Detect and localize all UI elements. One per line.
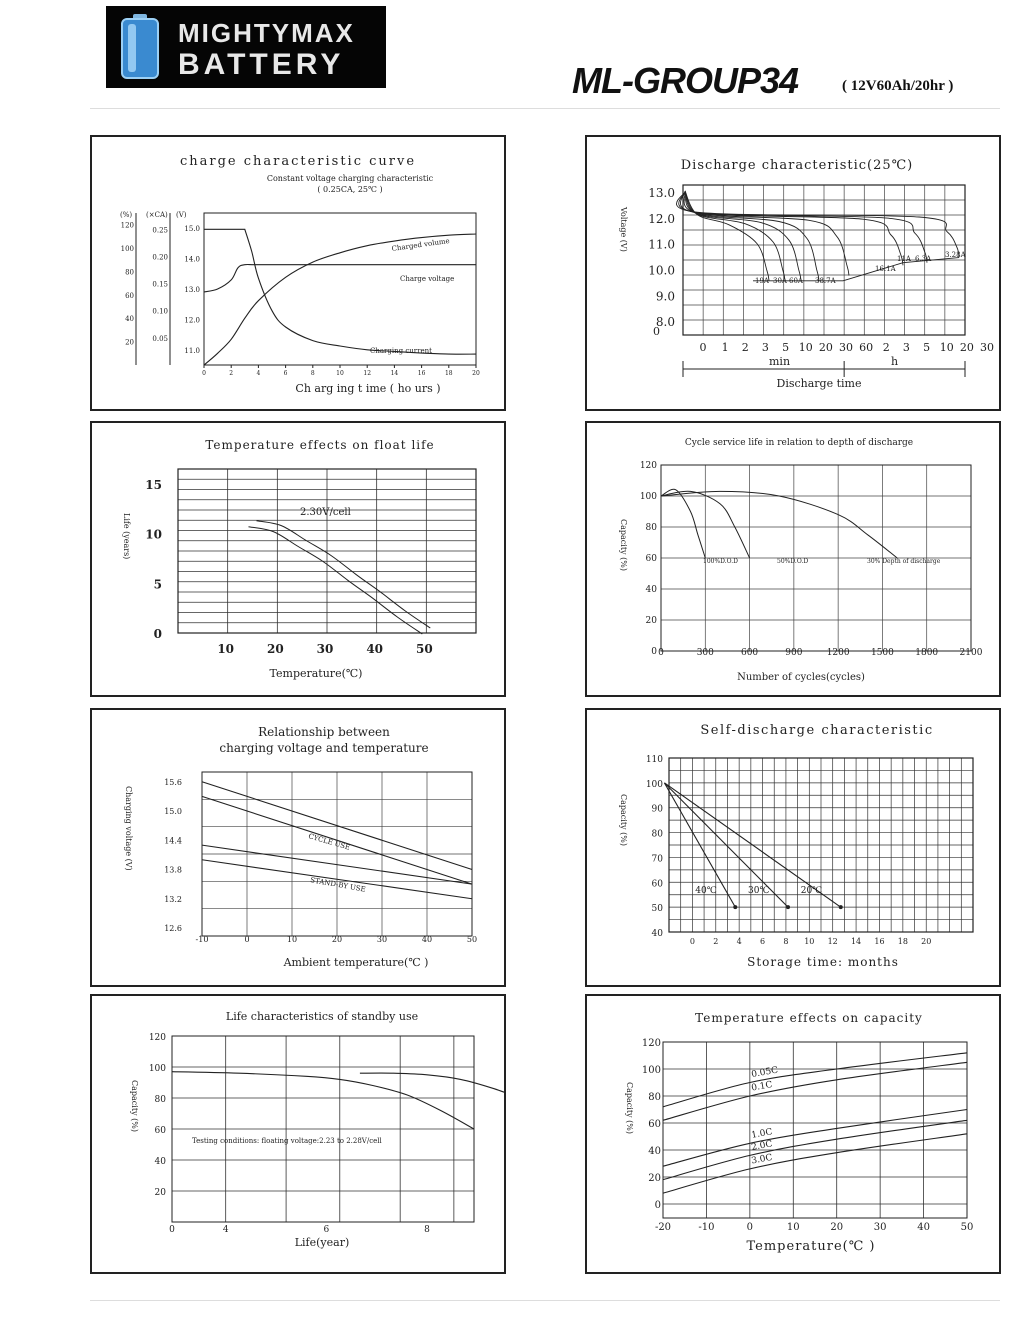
y-tick-label: 13.0 (648, 186, 675, 200)
series-label: 6.3A (915, 255, 932, 263)
x-tick-label: 1500 (870, 648, 894, 658)
discharge-characteristic-chart (587, 137, 999, 409)
cycle-curve (661, 491, 897, 558)
x-axis-label: Temperature(℃) (269, 667, 363, 680)
x-tick-label: 10 (786, 1222, 800, 1233)
chart-subtitle: Constant voltage charging characteristic (266, 174, 434, 183)
cycle-life-chart (587, 423, 999, 695)
model-spec: ( 12V60Ah/20hr ) (842, 78, 954, 94)
charge-characteristic-panel (90, 135, 506, 411)
y-tick-label: 100 (639, 492, 657, 502)
float-life-chart (92, 423, 504, 695)
x-axis-label: Ch arg ing t ime ( ho urs ) (295, 382, 441, 395)
end-point (786, 905, 790, 909)
x-tick-label: 0 (244, 935, 250, 944)
y-tick-label: 50 (651, 904, 663, 915)
x-tick-label: 10 (217, 642, 235, 656)
y-tick-label-v: 13.0 (184, 286, 200, 294)
y-axis-label: Capacity (%) (619, 794, 628, 846)
x-tick-label: 20 (921, 937, 932, 946)
y-tick-label: 0 (153, 627, 162, 641)
y-tick-label: 13.2 (164, 894, 182, 904)
series-label: 30A (773, 277, 787, 285)
brand-logo (106, 6, 386, 88)
standby-life-panel (90, 994, 506, 1274)
series-label: 2.30V/cell (300, 507, 351, 518)
x-tick-label: 1200 (826, 648, 850, 658)
chart-title: Temperature effects on float life (205, 438, 435, 452)
x-tick-label: 50 (960, 1222, 974, 1233)
x-tick-label: 30 (980, 341, 994, 354)
chart-title: Temperature effects on capacity (695, 1011, 923, 1025)
x-tick-label: 6 (759, 937, 766, 946)
discharge-curve (679, 191, 927, 263)
series-label: 30℃ (748, 886, 770, 897)
float-life-panel (90, 421, 506, 697)
x-tick-label: 0 (746, 1222, 754, 1233)
charge-characteristic-chart (92, 137, 504, 409)
y-tick-label-v: 15.0 (184, 225, 200, 234)
x-tick-label: 10 (798, 341, 813, 354)
y-tick-label: 0 (653, 325, 660, 338)
x-tick-label: 300 (696, 648, 714, 658)
x-tick-label: 0 (689, 937, 695, 946)
x-tick-label: 3 (902, 341, 910, 354)
series-label: 60A (789, 277, 803, 285)
temp-capacity-chart (587, 996, 999, 1272)
series-label: 1.0C (750, 1127, 774, 1141)
label-charging-current: Charging current (370, 347, 432, 355)
header-divider (90, 108, 1000, 109)
x-tick-label: 8 (783, 937, 789, 946)
x-axis-label: Ambient temperature(℃ ) (283, 956, 429, 969)
x-tick-label: 2 (713, 937, 719, 946)
life-band-lower (249, 527, 423, 634)
x-tick-label: 1 (721, 341, 729, 354)
y-tick-label: 40 (645, 585, 657, 595)
x-tick-label: 30 (839, 341, 853, 354)
y-tick-label: 15.6 (164, 777, 182, 787)
y-tick-label: 8.0 (655, 315, 675, 330)
cycle-curve (661, 489, 705, 558)
discharge-curve (685, 191, 785, 281)
chart-subtitle-2: ( 0.25CA, 25℃ ) (317, 185, 383, 194)
x-tick-label: 16 (874, 937, 885, 946)
x-tick-label: -10 (698, 1222, 715, 1233)
y-tick-label-pct: 120 (120, 221, 134, 230)
x-tick-label: 2 (882, 341, 890, 354)
label-standby-use: STAND-BY USE (309, 876, 367, 894)
capacity-curve (663, 1062, 967, 1120)
y-tick-label: 60 (651, 879, 663, 890)
x-tick-label: 6 (323, 1225, 330, 1235)
x-tick-label: 40 (421, 935, 433, 944)
y-tick-label: 100 (641, 1065, 661, 1076)
x-tick-label: 18 (444, 370, 453, 377)
y-tick-label: 80 (648, 1092, 661, 1103)
y-tick-label-ca: 0.10 (152, 307, 168, 316)
charging-voltage-chart (92, 710, 504, 985)
x-tick-label: 60 (859, 341, 874, 354)
series-label: 0.1C (750, 1080, 774, 1094)
y-tick-label: 40 (648, 1146, 661, 1157)
self-discharge-panel (585, 708, 1001, 987)
x-tick-label: 0 (169, 1225, 175, 1235)
y-tick-label-pct: 80 (125, 268, 134, 277)
y-tick-label: 80 (651, 829, 663, 840)
y-tick-label: 0 (654, 1200, 661, 1211)
y-tick-label-ca: 0.20 (152, 253, 168, 262)
y-tick-label: 120 (641, 1038, 661, 1049)
y-tick-label: 90 (651, 804, 663, 815)
model-title: ML-GROUP34 (572, 60, 799, 101)
x-tick-label: 2 (741, 341, 749, 354)
y-tick-label-pct: 60 (125, 291, 134, 300)
x-tick-label: 12 (363, 370, 372, 377)
chart-title: Life characteristics of standby use (225, 1010, 419, 1023)
x-tick-label: 50 (415, 642, 433, 656)
y-tick-label: 60 (154, 1126, 166, 1136)
x-tick-label: 30 (873, 1222, 887, 1233)
charging-current-line (204, 229, 476, 354)
y-tick-label: 110 (645, 755, 663, 765)
y-tick-label: 80 (645, 523, 657, 533)
x-tick-label: 6 (283, 370, 288, 377)
y-tick-label: 15.0 (164, 807, 182, 816)
cycle-life-panel (585, 421, 1001, 697)
x-tick-label: 2100 (959, 648, 983, 658)
capacity-curve (663, 1110, 967, 1167)
h-label: h (891, 355, 899, 368)
x-tick-label: 40 (366, 642, 384, 656)
unit-v: (V) (176, 211, 187, 219)
label-charged-volume: Charged volume (391, 236, 451, 253)
x-tick-label: 30 (376, 935, 388, 944)
x-tick-label: 4 (736, 937, 742, 946)
y-tick-label: 20 (648, 1173, 661, 1184)
end-point (839, 905, 843, 909)
x-axis-label: Storage time: months (747, 955, 899, 969)
x-tick-label: 14 (390, 370, 399, 377)
y-tick-label: 12.6 (164, 924, 182, 933)
y-axis-label: Life (years) (122, 513, 131, 560)
x-tick-label: 10 (939, 341, 954, 354)
x-tick-label: 10 (286, 935, 298, 944)
x-tick-label: 900 (785, 648, 803, 658)
series-label: 0.05C (750, 1065, 779, 1081)
series-label: 30% Depth of discharge (867, 558, 941, 565)
x-tick-label: 50 (466, 935, 478, 944)
x-tick-label: 10 (804, 937, 815, 946)
y-tick-label-v: 14.0 (184, 255, 200, 264)
series-label: 50%D.O.D (777, 558, 809, 565)
x-axis-label: Number of cycles(cycles) (737, 672, 865, 683)
y-tick-label: 60 (645, 554, 657, 564)
y-tick-label: 10 (145, 527, 162, 542)
y-tick-label-pct: 100 (120, 245, 134, 254)
x-tick-label: 8 (424, 1225, 430, 1235)
series-label: 100%D.O.D (703, 558, 738, 565)
temp-capacity-panel (585, 994, 1001, 1274)
y-tick-label: 10.0 (648, 263, 675, 278)
x-tick-label: 1800 (915, 648, 939, 658)
chart-title: Discharge characteristic(25℃) (680, 158, 914, 173)
capacity-curve (663, 1053, 967, 1107)
battery-icon (120, 14, 160, 80)
x-tick-label: 4 (256, 370, 261, 377)
y-tick-label: 40 (651, 929, 663, 939)
series-label: 3.28A (945, 251, 966, 259)
chart-title: Cycle service life in relation to depth of discharge (684, 438, 914, 448)
series-label: 38.7A (815, 277, 836, 285)
y-tick-label: 13.8 (164, 865, 182, 875)
x-tick-label: 5 (782, 341, 790, 354)
y-tick-label: 120 (148, 1033, 166, 1043)
x-tick-label: 14 (850, 937, 862, 946)
y-axis-label: Capacity (%) (130, 1080, 139, 1132)
series-label: 16.1A (875, 265, 896, 273)
y-tick-label: 70 (651, 854, 663, 865)
chart-title-1: Relationship between (258, 725, 390, 739)
y-tick-label: 20 (645, 616, 657, 626)
chart-title: charge characteristic curve (179, 154, 417, 169)
x-tick-label: 3 (761, 341, 769, 354)
y-tick-label: 15 (145, 477, 162, 492)
x-tick-label: 18 (897, 937, 908, 946)
x-tick-label: 600 (740, 648, 759, 658)
label-cycle-use: CYCLE USE (307, 832, 351, 852)
x-tick-label: -10 (195, 935, 209, 944)
label-charge-voltage: Charge voltage (400, 275, 455, 283)
x-tick-label: 0 (202, 370, 206, 377)
y-tick-label-v: 12.0 (184, 316, 200, 325)
x-tick-label: 0 (658, 648, 664, 658)
x-axis-label: Discharge time (776, 377, 862, 390)
standby-curve (172, 1072, 474, 1129)
discharge-curve (680, 191, 903, 265)
footer-divider (90, 1300, 1000, 1301)
end-point (733, 905, 737, 909)
y-tick-label-pct: 20 (125, 338, 134, 347)
y-tick-label-pct: 40 (125, 315, 134, 324)
y-tick-label: 5 (153, 577, 162, 592)
series-label: 40℃ (695, 886, 717, 897)
y-tick-label: 120 (639, 461, 657, 471)
series-label: 3.0C (750, 1152, 774, 1167)
discharge-curve (685, 191, 819, 281)
y-tick-label: 100 (148, 1064, 166, 1074)
x-tick-label: 12 (827, 937, 838, 946)
discharge-characteristic-panel (585, 135, 1001, 411)
y-tick-label: 60 (648, 1119, 661, 1130)
discharge-curve (676, 191, 959, 258)
y-tick-label-ca: 0.25 (152, 226, 168, 235)
logo-text-line1: MIGHTYMAX (178, 18, 355, 48)
x-tick-label: 20 (331, 935, 343, 944)
x-axis-label: Life(year) (294, 1236, 350, 1249)
y-tick-label: 11.0 (648, 237, 675, 252)
y-axis-label: Capacity (%) (619, 519, 628, 571)
y-tick-label-ca: 0.05 (152, 334, 168, 343)
y-tick-label: 0 (651, 647, 657, 657)
x-tick-label: 8 (310, 370, 315, 377)
x-tick-label: 20 (818, 341, 833, 354)
charged-volume-line (204, 234, 476, 365)
y-axis-label: Capacity (%) (625, 1082, 634, 1134)
y-tick-label: 80 (154, 1095, 166, 1105)
min-label: min (769, 355, 791, 368)
x-tick-label: 20 (959, 341, 974, 354)
x-tick-label: 20 (266, 642, 284, 656)
y-tick-label: 100 (645, 779, 663, 790)
x-tick-label: 20 (472, 370, 480, 377)
x-tick-label: 5 (923, 341, 931, 354)
series-label: 11A (897, 255, 911, 263)
y-tick-label: 20 (154, 1188, 166, 1198)
x-tick-label: 4 (222, 1225, 229, 1235)
y-tick-label-ca: 0.15 (152, 280, 168, 289)
test-conditions-note: Testing conditions: floating voltage:2.23 to 2.28V/cell (192, 1137, 382, 1145)
y-tick-label-v: 11.0 (184, 346, 200, 355)
x-tick-label: 30 (316, 642, 334, 656)
y-axis-label: Charging voltage (V) (124, 786, 133, 871)
charging-voltage-panel (90, 708, 506, 987)
chart-title: Self-discharge characteristic (700, 723, 934, 738)
unit-ca: (×CA) (146, 211, 168, 219)
y-tick-label: 12.0 (648, 211, 675, 226)
y-tick-label: 40 (154, 1157, 166, 1167)
unit-pct: (%) (120, 211, 133, 219)
x-tick-label: 40 (917, 1222, 930, 1233)
x-tick-label: 2 (229, 370, 234, 377)
x-tick-label: 0 (699, 341, 707, 354)
series-label: 2.0C (750, 1139, 774, 1153)
x-tick-label: -20 (654, 1222, 672, 1233)
x-tick-label: 10 (336, 370, 344, 377)
series-label: 20℃ (800, 886, 823, 897)
y-axis-label: Voltage (V) (619, 207, 628, 252)
discharge-curve (685, 191, 769, 281)
self-discharge-chart (587, 710, 999, 985)
y-tick-label: 14.4 (164, 836, 182, 846)
y-tick-label: 9.0 (655, 289, 675, 304)
x-tick-label: 16 (417, 370, 426, 377)
chart-title-2: charging voltage and temperature (219, 741, 429, 755)
x-tick-label: 20 (830, 1222, 844, 1233)
series-label: 19A (755, 277, 769, 285)
logo-text-line2: BATTERY (178, 48, 345, 81)
x-axis-label: Temperature(℃ ) (746, 1239, 876, 1254)
standby-life-chart (92, 996, 504, 1272)
